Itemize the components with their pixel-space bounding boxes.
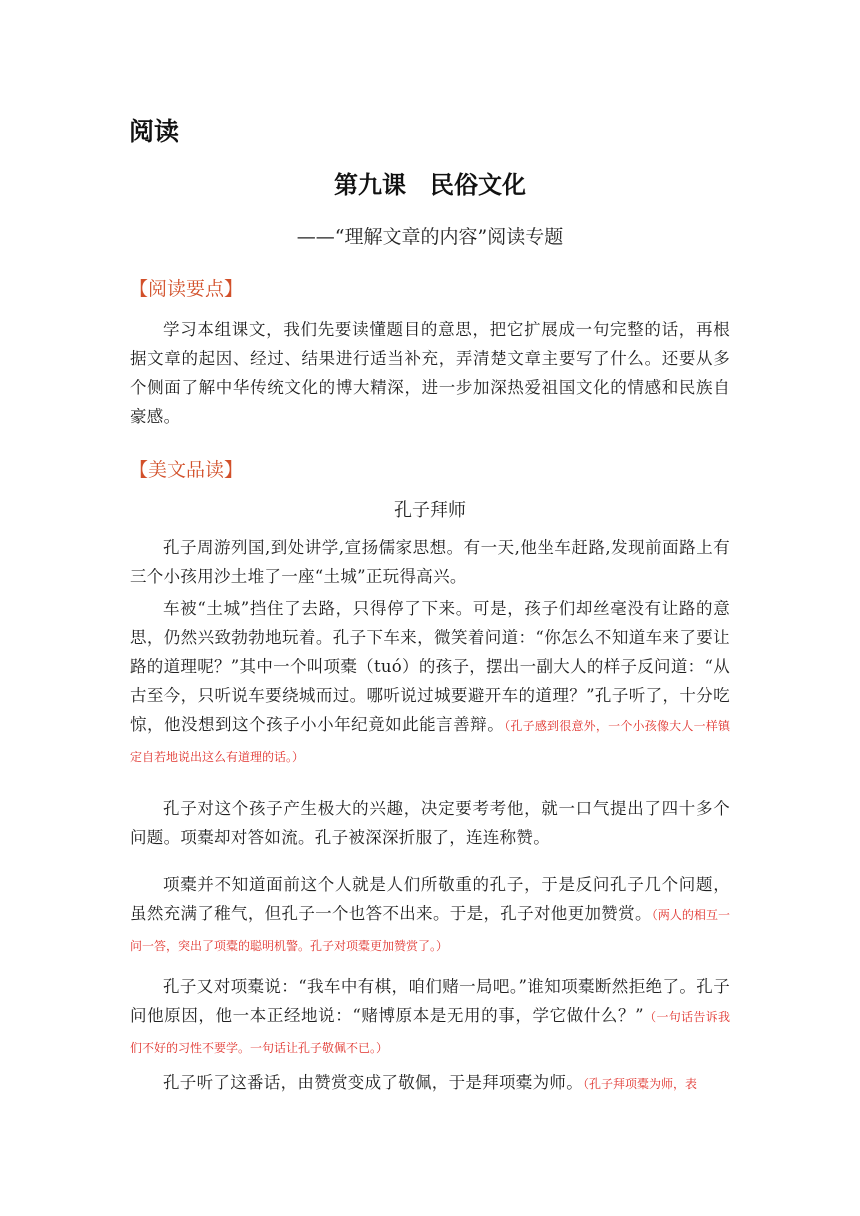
annotation-note: （两人的相互一问一答，突出了项橐的聪明机警。孔子对项橐更加赞赏了。） bbox=[130, 908, 730, 953]
paragraph-text: 孔子又对项橐说：“我车中有棋，咱们赌一局吧。”谁知项橐断然拒绝了。孔子问他原因，他一本正经地说：“赌博原本是无用的事，学它做什么？” bbox=[130, 977, 730, 1025]
story-title: 孔子拜师 bbox=[394, 500, 466, 521]
section-heading: 阅读 bbox=[129, 117, 180, 146]
story-paragraph bbox=[130, 533, 730, 591]
annotation-note: （孔子拜项橐为师，表 bbox=[583, 1077, 698, 1091]
paragraph-text: 车被“土城”挡住了去路，只得停了下来。可是，孩子们却丝毫没有让路的意思，仍然兴致勃勃地玩着。孔子下车来，微笑着问道：“你怎么不知道车来了要让路的道理呢？”其中一个叫项橐（tuó）的孩子，摆出一副大人的样子反问道：“从古至今，只听说车要绕城而过。哪听说过城要避开车的道理？”孔子听了，十分吃惊，他没想到这个孩子小小年纪竟如此能言善辩。 bbox=[130, 599, 730, 734]
story-paragraph bbox=[130, 794, 730, 852]
story-paragraph bbox=[130, 870, 730, 961]
lesson-title: 第九课 民俗文化 bbox=[334, 171, 526, 199]
annotation-note: （一句话告诉我们不好的习性不要学。一句话让孔子敬佩不已。） bbox=[130, 1010, 730, 1055]
key-points-text: 学习本组课文，我们先要读懂题目的意思，把它扩展成一句完整的话，再根据文章的起因、经过、结果进行适当补充，弄清楚文章主要写了什么。还要从多个侧面了解中华传统文化的博大精深，进一步加深热爱祖国文化的情感和民族自豪感。 bbox=[130, 320, 730, 426]
paragraph-text: 孔子听了这番话，由赞赏变成了敬佩，于是拜项橐为师。 bbox=[163, 1073, 583, 1092]
story-paragraph bbox=[130, 1068, 730, 1099]
key-points-label: 【阅读要点】 bbox=[129, 278, 244, 300]
lesson-subtitle: ——“理解文章的内容”阅读专题 bbox=[296, 226, 564, 248]
paragraph-text: 孔子周游列国,到处讲学,宣扬儒家思想。有一天,他坐车赶路,发现前面路上有三个小孩用沙土堆了一座“土城”正玩得高兴。 bbox=[130, 538, 730, 586]
paragraph-text: 孔子对这个孩子产生极大的兴趣，决定要考考他，就一口气提出了四十多个问题。项橐却对答如流。孔子被深深折服了，连连称赞。 bbox=[130, 799, 730, 847]
paragraph-text: 项橐并不知道面前这个人就是人们所敬重的孔子，于是反问孔子几个问题，虽然充满了稚气，但孔子一个也答不出来。于是，孔子对他更加赞赏。 bbox=[130, 875, 730, 923]
story-paragraph bbox=[130, 972, 730, 1063]
annotation-note: （孔子感到很意外，一个小孩像大人一样镇定自若地说出这么有道理的话。） bbox=[130, 719, 730, 764]
story-paragraph bbox=[130, 594, 730, 772]
reading-label: 【美文品读】 bbox=[129, 459, 244, 481]
